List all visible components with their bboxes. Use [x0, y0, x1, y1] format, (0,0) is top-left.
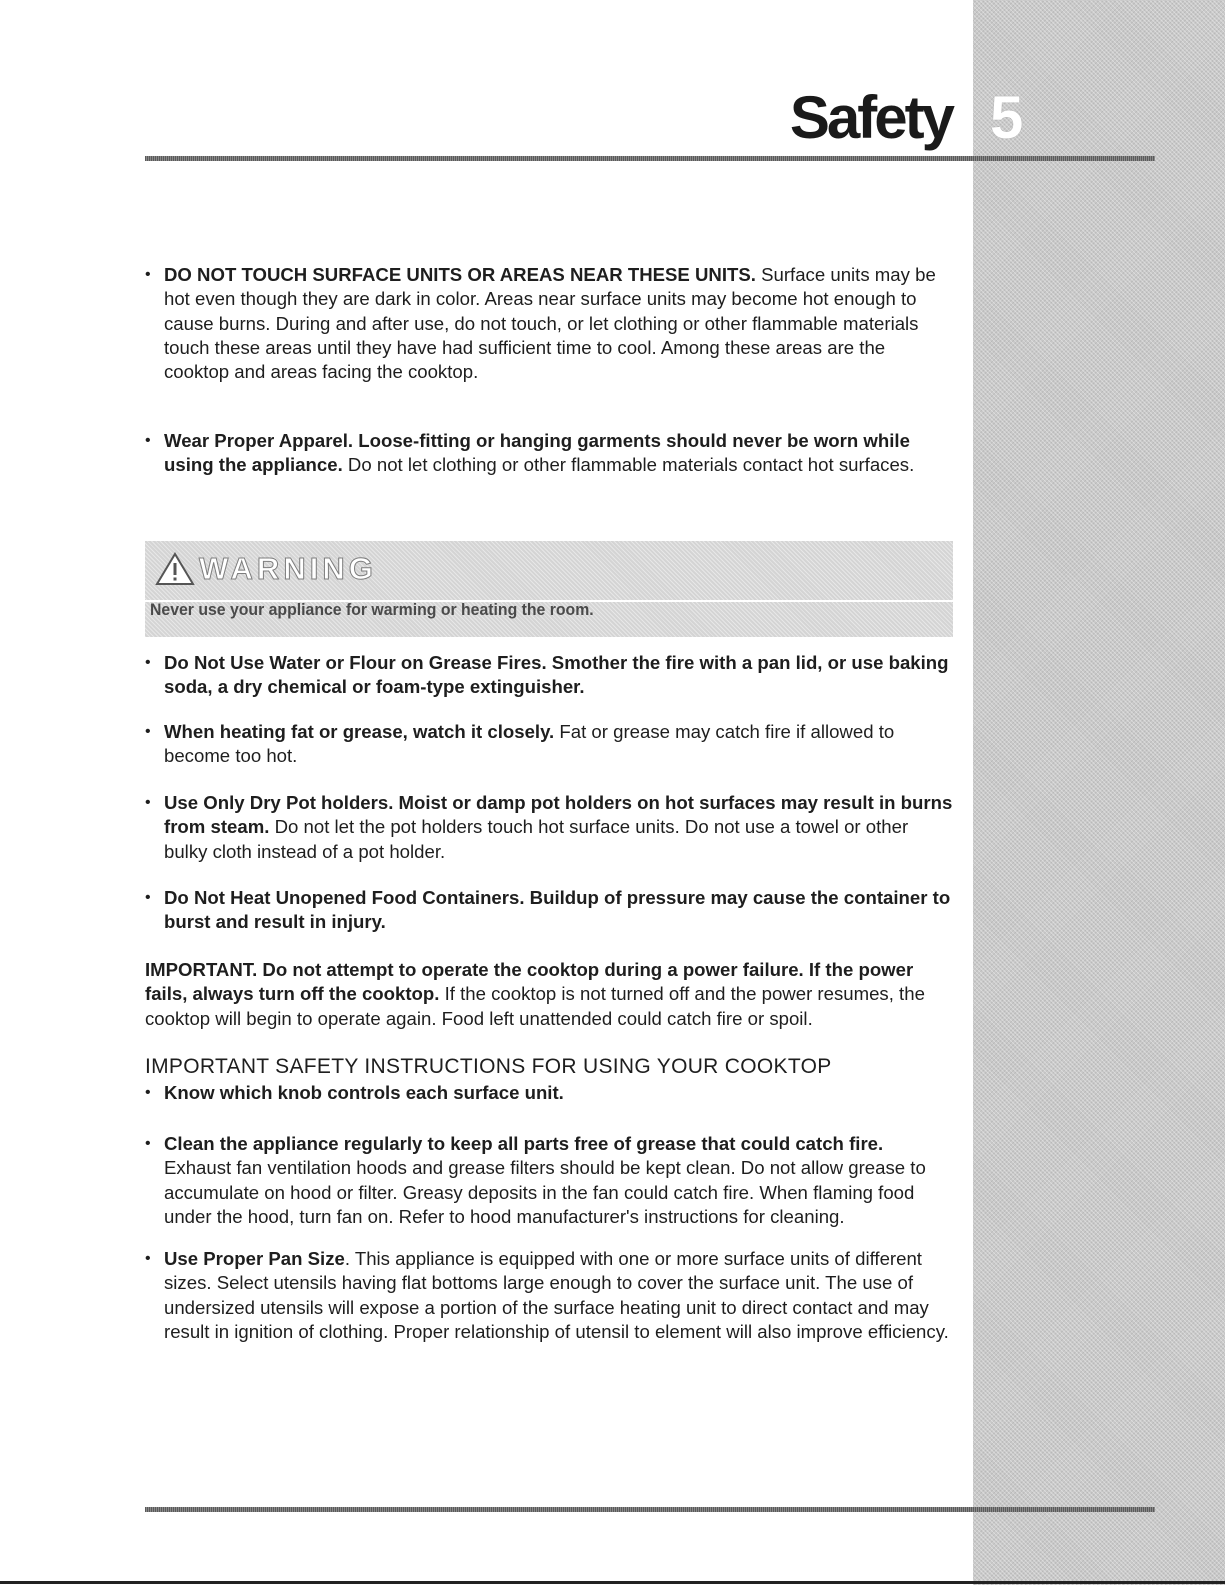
- page-number: 5: [990, 84, 1024, 151]
- list-item: [145, 886, 953, 935]
- list-item: [145, 263, 953, 384]
- important-text: If the cooktop is not turned off and the power resumes, the cooktop will begin to operate again. Food left unattended could catch fire or spoil.: [145, 983, 925, 1029]
- list-item: [145, 1132, 953, 1229]
- item-heading: Use Proper Pan Size: [164, 1248, 345, 1269]
- item-heading: Do Not Use Water or Flour on Grease Fires. Smother the fire with a pan lid, or use baking soda, a dry chemical or foam-type extinguisher.: [164, 652, 949, 698]
- item-heading: Wear Proper Apparel. Loose-fitting or hanging garments should never be worn while using the appliance.: [164, 430, 910, 476]
- warning-triangle-icon: [155, 551, 195, 587]
- footer-rule: [145, 1507, 1155, 1512]
- item-heading: Clean the appliance regularly to keep all parts free of grease that could catch fire.: [164, 1133, 884, 1154]
- item-heading: Know which knob controls each surface unit.: [164, 1082, 564, 1103]
- item-text: Do not let clothing or other flammable materials contact hot surfaces.: [342, 454, 915, 476]
- header-rule: [145, 156, 1155, 161]
- warning-title: WARNING: [199, 551, 377, 586]
- page-edge-line: [0, 1581, 1225, 1584]
- warning-header: [155, 551, 377, 587]
- item-heading: DO NOT TOUCH SURFACE UNITS OR AREAS NEAR THESE UNITS.: [164, 264, 756, 285]
- item-text: Exhaust fan ventilation hoods and grease filters should be kept clean. Do not allow grease to accumulate on hood or filter. Greasy deposits in the fan could catch fire. When flaming food under the hood, turn fan on. Refer to hood manufacturer's instructions for cleaning.: [164, 1157, 926, 1227]
- list-item: [145, 720, 953, 769]
- list-item: [145, 791, 953, 864]
- important-heading: IMPORTANT. Do not attempt to operate the cooktop during a power failure. If the power fails, always turn off the cooktop.: [145, 959, 914, 1005]
- item-heading: When heating fat or grease, watch it closely.: [164, 721, 555, 742]
- important-note: [145, 958, 953, 1031]
- page-title: Safety: [789, 84, 952, 151]
- item-text: . This appliance is equipped with one or more surface units of different sizes. Select utensils having flat bottoms large enough to cover the surface unit. The use of undersized utensils will expose a portion of the surface heating unit to direct contact and may result in ignition of clothing. Proper relationship of utensil to element will also improve efficiency.: [164, 1248, 949, 1342]
- section-heading: IMPORTANT SAFETY INSTRUCTIONS FOR USING YOUR COOKTOP: [145, 1055, 832, 1078]
- side-strip: [973, 0, 1225, 1585]
- item-heading: Do Not Heat Unopened Food Containers. Buildup of pressure may cause the container to burst and result in injury.: [164, 887, 951, 933]
- list-item: [145, 1247, 953, 1344]
- list-item: [145, 429, 953, 478]
- list-item: [145, 651, 953, 700]
- list-item: [145, 1081, 953, 1105]
- item-text: Fat or grease may catch fire if allowed to become too hot.: [164, 721, 895, 767]
- item-text: Surface units may be hot even though they are dark in color. Areas near surface units may become hot enough to cause burns. During and after use, do not touch, or let clothing or other flammable materials touch these areas until they have had sufficient time to cool. Among these areas are the cooktop and areas facing the cooktop.: [164, 264, 936, 383]
- warning-text: Never use your appliance for warming or heating the room.: [150, 600, 594, 619]
- warning-box: [145, 541, 953, 637]
- item-text: Do not let the pot holders touch hot surface units. Do not use a towel or other bulky cloth instead of a pot holder.: [164, 816, 909, 862]
- item-heading: Use Only Dry Pot holders. Moist or damp pot holders on hot surfaces may result in burns from steam.: [164, 792, 953, 838]
